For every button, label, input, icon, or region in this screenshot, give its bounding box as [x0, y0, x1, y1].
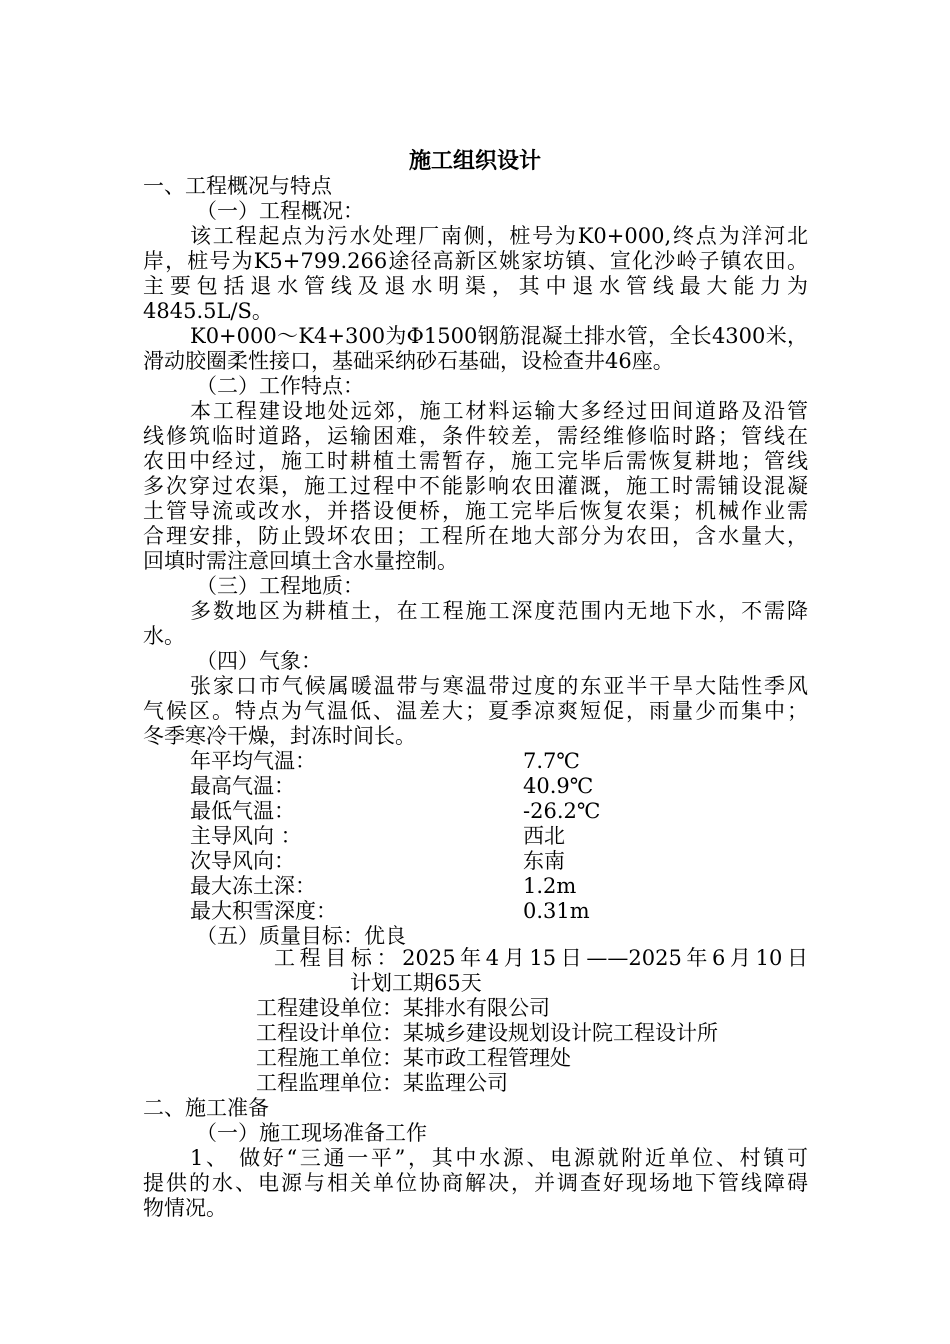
weather-label: 最低气温： — [190, 799, 295, 823]
paragraph-line: 1、 做好“三通一平”，其中水源、电源就附近单位、村镇可 — [190, 1146, 808, 1170]
paragraph-line: 岸，桩号为K5+799.266途径高新区姚家坊镇、宣化沙岭子镇农田。 — [143, 249, 808, 273]
paragraph-line: 合理安排，防止毁坏农田；工程所在地大部分为农田，含水量大， — [143, 524, 808, 548]
paragraph-line: 本工程建设地处远郊，施工材料运输大多经过田间道路及沿管 — [190, 399, 808, 423]
paragraph-line: 该工程起点为污水处理厂南侧，桩号为K0+000,终点为洋河北 — [190, 224, 808, 248]
paragraph-line: K0+000～K4+300为Φ1500钢筋混凝土排水管，全长4300米， — [190, 324, 808, 348]
paragraph-line: 主要包括退水管线及退水明渠，其中退水管线最大能力为 — [143, 274, 808, 298]
subsection-1-5-heading: （五）质量目标：优良 — [196, 924, 406, 948]
paragraph-line: 气候区。特点为气温低、温差大；夏季凉爽短促，雨量少而集中； — [143, 699, 808, 723]
design-unit: 工程设计单位：某城乡建设规划设计院工程设计所 — [256, 1021, 718, 1045]
paragraph-line: 回填时需注意回填土含水量控制。 — [143, 549, 458, 573]
paragraph-line: 线修筑临时道路，运输困难，条件较差，需经维修临时路；管线在 — [143, 424, 808, 448]
paragraph-line: 张家口市气候属暖温带与寒温带过度的东亚半干旱大陆性季风 — [190, 674, 808, 698]
weather-value: 40.9℃ — [523, 774, 594, 798]
subsection-1-1-heading: （一）工程概况： — [196, 199, 364, 223]
contractor-unit: 工程施工单位：某市政工程管理处 — [256, 1046, 571, 1070]
weather-label: 年平均气温： — [190, 749, 316, 773]
weather-value: 1.2m — [523, 874, 577, 898]
paragraph-line: 水。 — [143, 624, 185, 648]
paragraph-line: 多次穿过农渠，施工过程中不能影响农田灌溉，施工时需铺设混凝 — [143, 474, 808, 498]
paragraph-line: 农田中经过，施工时耕植土需暂存，施工完毕后需恢复耕地；管线 — [143, 449, 808, 473]
planned-duration: 计划工期65天 — [350, 971, 482, 995]
paragraph-line: 冬季寒冷干燥，封冻时间长。 — [143, 724, 416, 748]
paragraph-line: 4845.5L/S。 — [143, 299, 273, 323]
weather-label: 最大冻土深： — [190, 874, 316, 898]
paragraph-line: 滑动胶圈柔性接口，基础采纳砂石基础，设检查井46座。 — [143, 349, 674, 373]
weather-value: -26.2℃ — [523, 799, 601, 823]
paragraph-line: 物情况。 — [143, 1196, 227, 1220]
weather-value: 7.7℃ — [523, 749, 580, 773]
weather-label: 次导风向： — [190, 849, 295, 873]
subsection-1-3-heading: （三）工程地质： — [196, 574, 364, 598]
paragraph-line: 土管导流或改水，并搭设便桥，施工完毕后恢复农渠；机械作业需 — [143, 499, 808, 523]
subsection-2-1-heading: （一）施工现场准备工作 — [196, 1121, 427, 1145]
supervision-unit: 工程监理单位：某监理公司 — [256, 1071, 508, 1095]
weather-label: 最大积雪深度： — [190, 899, 337, 923]
weather-label: 最高气温： — [190, 774, 295, 798]
section-2-heading: 二、施工准备 — [143, 1096, 269, 1120]
construction-unit: 工程建设单位：某排水有限公司 — [256, 996, 550, 1020]
weather-value: 0.31m — [523, 899, 590, 923]
paragraph-line: 提供的水、电源与相关单位协商解决，并调查好现场地下管线障碍 — [143, 1171, 808, 1195]
weather-value: 西北 — [523, 824, 565, 848]
weather-label: 主导风向 ： — [190, 824, 302, 848]
document-title: 施工组织设计 — [408, 148, 541, 174]
subsection-1-4-heading: （四）气象： — [196, 649, 322, 673]
paragraph-line: 多数地区为耕植土，在工程施工深度范围内无地下水，不需降 — [190, 599, 808, 623]
section-1-heading: 一、工程概况与特点 — [143, 174, 332, 198]
weather-value: 东南 — [523, 849, 565, 873]
subsection-1-2-heading: （二）工作特点： — [196, 374, 364, 398]
project-target: 工程目标：2025年4月15日——2025年6月10日 — [274, 946, 808, 970]
